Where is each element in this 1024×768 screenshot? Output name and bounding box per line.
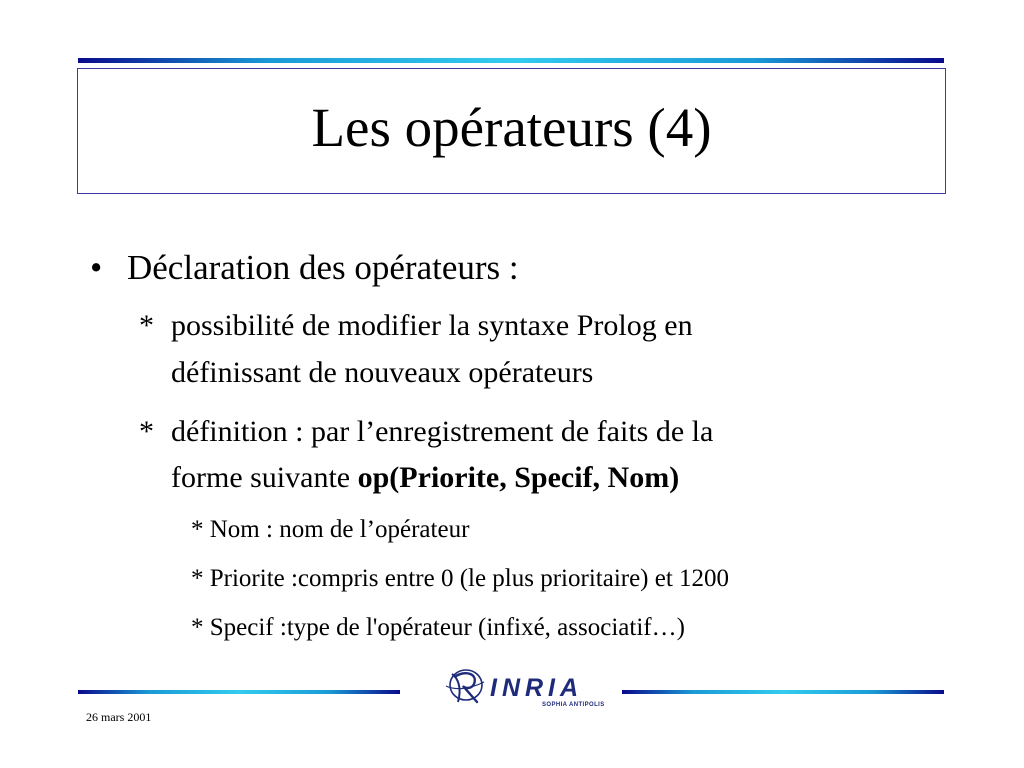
footer-bar-right	[622, 690, 944, 694]
inria-logo-emblem-icon	[446, 670, 484, 702]
sub-sub-item-specif: * Specif :type de l'opérateur (infixé, associatif…)	[191, 614, 685, 641]
sub-item-definition	[139, 415, 713, 449]
op-syntax-open: op(	[357, 461, 400, 494]
inria-logo-wordmark: INRIA	[490, 674, 584, 702]
title-frame	[77, 68, 946, 194]
sub-item-marker: *	[139, 415, 154, 448]
sub-item-text-prefix: forme suivante	[171, 461, 358, 494]
slide-title: Les opérateurs (4)	[311, 96, 712, 158]
sub-item-syntax	[139, 309, 693, 343]
bullet-text: Déclaration des opérateurs :	[127, 248, 519, 287]
sub-item-text: possibilité de modifier la syntaxe Prolog en	[171, 309, 693, 342]
sub-sub-item-priorite: * Priorite :compris entre 0 (le plus prioritaire) et 1200	[191, 565, 730, 592]
footer-date: 26 mars 2001	[86, 710, 152, 724]
bullet-marker: •	[90, 248, 103, 287]
inria-logo	[444, 664, 605, 708]
sub-item-text: définition : par l’enregistrement de faits de la	[171, 415, 714, 448]
footer-bar-left	[78, 690, 400, 694]
op-syntax-close: )	[669, 461, 680, 494]
inria-logo-subtitle: SOPHIA ANTIPOLIS	[542, 702, 605, 708]
sub-item-marker: *	[139, 309, 154, 342]
sub-item-definition-continuation	[171, 461, 679, 495]
op-syntax-args: Priorite, Specif, Nom	[399, 461, 670, 494]
top-decorative-bar	[78, 58, 944, 63]
sub-sub-item-nom: * Nom : nom de l’opérateur	[191, 516, 470, 543]
sub-item-text-cont: définissant de nouveaux opérateurs	[171, 356, 594, 389]
sub-item-syntax-continuation	[171, 356, 593, 390]
bullet-item	[90, 248, 519, 288]
